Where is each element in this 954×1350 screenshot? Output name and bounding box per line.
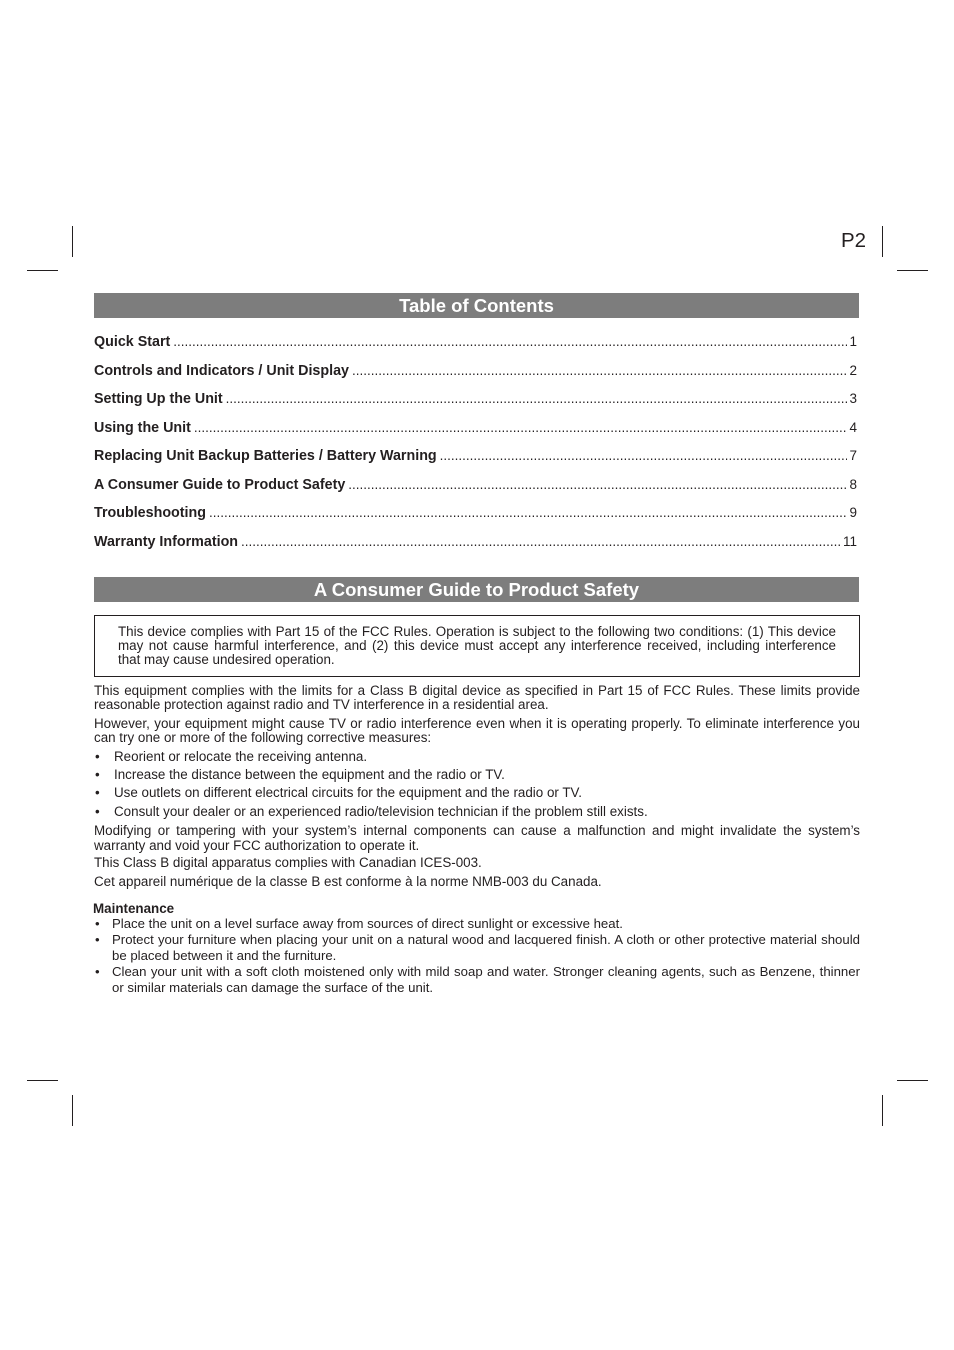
bullet-icon [95,786,100,800]
toc-entry-page: 4 [849,419,857,435]
toc-entry-page: 11 [842,533,857,549]
toc-entry [94,442,857,471]
toc-entry-title: Warranty Information [94,533,239,550]
paragraph-line: Modifying or tampering with your system’s internal components can cause a malfunction and might invalidate the system’s [94,823,860,838]
paragraph-line: This equipment complies with the limits for a Class B digital device as specified in Part 15 of FCC Rules. These limits provide [94,683,860,698]
interference-paragraph [94,717,860,745]
toc-leader-dots [173,328,847,357]
measure-list-item [94,786,860,800]
maintenance-list-item [94,932,860,964]
measure-list-item [94,768,860,782]
fcc-notice-line: that may cause undesired operation. [118,652,335,667]
bullet-icon [95,768,100,782]
toc-header-bar: Table of Contents [94,293,859,318]
maintenance-line: Clean your unit with a soft cloth moistened only with mild soap and water. Stronger cleaning agents, such as Benzene, thinner [112,964,860,979]
maintenance-line: or similar materials can damage the surface of the unit. [112,980,434,995]
paragraph-line: can try one or more of the following corrective measures: [94,730,432,745]
toc-entry-title: Quick Start [94,334,171,350]
toc-entry-title: A Consumer Guide to Product Safety [94,476,346,493]
toc-entry-title: Replacing Unit Backup Batteries / Battery Warning [94,448,437,464]
crop-mark-top-left-vertical [72,226,73,257]
toc-entry [94,499,857,528]
crop-mark-bottom-left-horizontal [27,1080,58,1081]
measure-text: Use outlets on different electrical circuits for the equipment and the radio or TV. [114,785,582,800]
measure-text: Increase the distance between the equipment and the radio or TV. [114,767,505,782]
maintenance-list-item [94,964,860,996]
toc-entry-page: 9 [849,505,857,520]
maintenance-list-item [94,916,860,932]
toc-entry [94,385,857,414]
bullet-icon [95,750,100,764]
toc-entry [94,471,857,500]
fcc-notice-line: This device complies with Part 15 of the FCC Rules. Operation is subject to the following two conditions: (1) This device [118,624,836,639]
page-number: P2 [841,229,867,252]
toc-entry-page: 1 [849,334,857,349]
crop-mark-top-left-horizontal [27,270,58,271]
toc-entry [94,357,857,386]
nmb-statement: Cet appareil numérique de la classe B est conforme à la norme NMB-003 du Canada. [94,874,602,889]
measure-text: Reorient or relocate the receiving antenna. [114,749,368,764]
bullet-icon [95,916,100,932]
crop-mark-top-right-vertical [882,226,883,257]
modifying-paragraph [94,823,860,853]
ices-statement: This Class B digital apparatus complies with Canadian ICES-003. [94,855,482,870]
toc-entry-page: 8 [849,476,857,492]
crop-mark-bottom-right-vertical [882,1095,883,1126]
measure-list-item [94,750,860,764]
maintenance-heading: Maintenance [93,901,175,916]
toc-list [94,328,857,556]
toc-leader-dots [209,499,848,528]
bullet-icon [95,932,100,948]
toc-entry [94,528,857,557]
bullet-icon [95,805,100,819]
toc-entry-page: 7 [849,448,857,463]
maintenance-line: Place the unit on a level surface away from sources of direct sunlight or excessive heat. [112,916,623,931]
paragraph-line: However, your equipment might cause TV or radio interference even when it is operating properly. To eliminate interference you [94,716,860,731]
toc-entry-title: Setting Up the Unit [94,391,223,407]
toc-leader-dots [241,528,841,557]
toc-entry [94,328,857,357]
toc-entry-title: Troubleshooting [94,505,206,521]
toc-leader-dots [352,357,847,386]
toc-entry-title: Controls and Indicators / Unit Display [94,362,349,379]
measure-text: Consult your dealer or an experienced radio/television technician if the problem still exists. [114,804,648,819]
fcc-notice-box [94,615,860,677]
toc-leader-dots [440,442,848,471]
toc-entry [94,414,857,443]
maintenance-line: Protect your furniture when placing your unit on a natural wood and lacquered finish. A cloth or other protective material should [112,932,860,947]
crop-mark-bottom-right-horizontal [897,1080,928,1081]
fcc-notice-line: may not cause harmful interference, and (2) this device must accept any interference received, including interference [118,638,836,653]
paragraph-line: warranty and void your FCC authorization to operate it. [94,838,420,853]
equipment-paragraph [94,684,860,712]
crop-mark-bottom-left-vertical [72,1095,73,1126]
paragraph-line: reasonable protection against radio and TV interference in a residential area. [94,697,549,712]
maintenance-line: be placed between it and the furniture. [112,948,337,963]
toc-leader-dots [348,471,847,500]
toc-leader-dots [194,414,848,443]
toc-leader-dots [226,385,848,414]
bullet-icon [95,964,100,980]
toc-entry-page: 2 [849,362,857,378]
crop-mark-top-right-horizontal [897,270,928,271]
measure-list-item [94,805,860,819]
toc-entry-page: 3 [849,391,857,406]
safety-header-bar: A Consumer Guide to Product Safety [94,577,859,602]
toc-entry-title: Using the Unit [94,419,191,436]
